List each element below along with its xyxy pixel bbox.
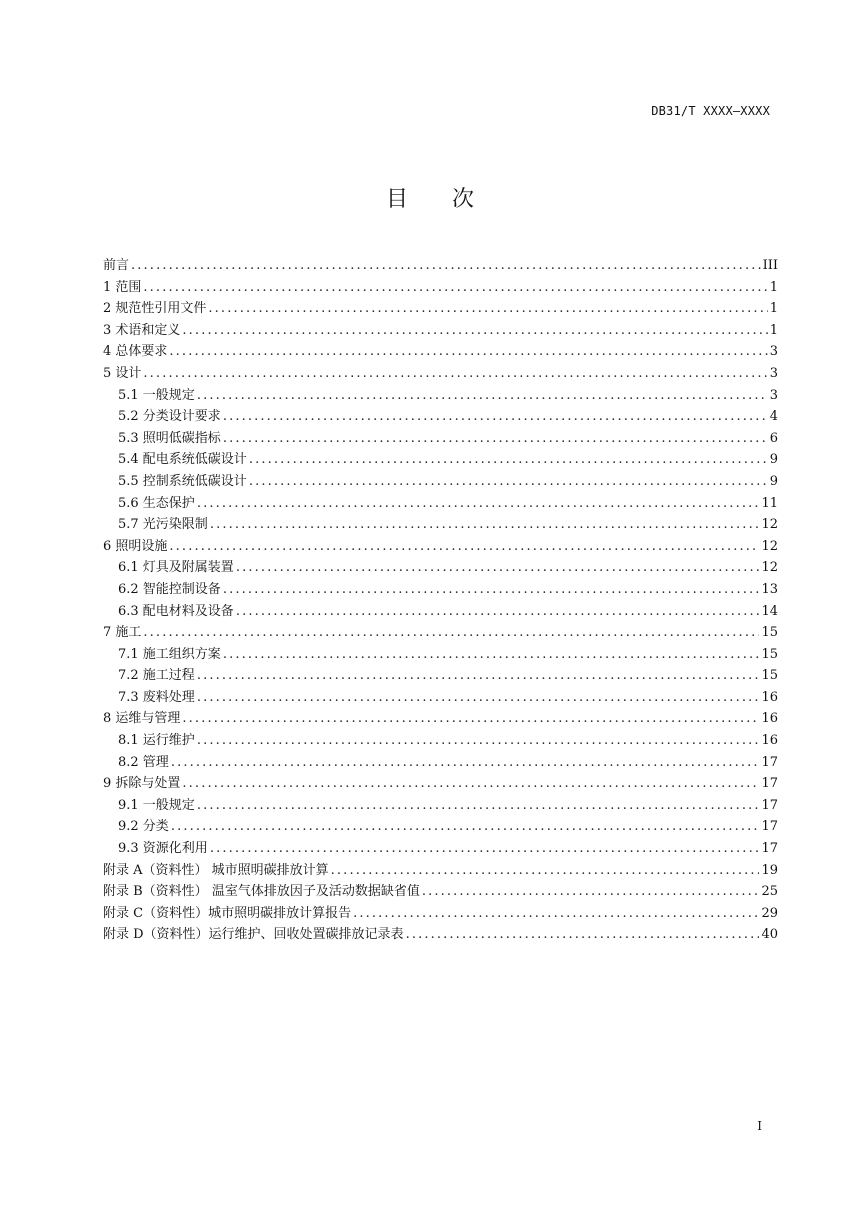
toc-leader-dots xyxy=(182,708,759,730)
toc-entry-label: 7.3 废料处理 xyxy=(118,689,195,705)
toc-leader-dots xyxy=(197,730,760,752)
toc-entry[interactable] xyxy=(103,644,778,666)
table-of-contents xyxy=(103,255,778,946)
toc-entry-label: 7.2 施工过程 xyxy=(118,668,195,684)
toc-entry-label: 3 术语和定义 xyxy=(103,322,181,338)
toc-entry[interactable] xyxy=(103,514,778,536)
toc-entry-label: 9 拆除与处置 xyxy=(103,776,181,792)
toc-entry-label: 5.6 生态保护 xyxy=(118,495,195,511)
toc-entry-label: 6.2 智能控制设备 xyxy=(118,581,221,597)
toc-leader-dots xyxy=(331,860,760,882)
toc-leader-dots xyxy=(406,924,760,946)
toc-entry-page: 17 xyxy=(761,797,778,813)
toc-entry[interactable] xyxy=(103,730,778,752)
toc-entry-label: 5.4 配电系统低碳设计 xyxy=(118,452,247,468)
document-code: DB31/T XXXX—XXXX xyxy=(651,104,770,118)
toc-entry-page: 9 xyxy=(769,473,778,489)
toc-entry[interactable] xyxy=(103,449,778,471)
toc-entry[interactable] xyxy=(103,687,778,709)
toc-entry-label: 5.3 照明低碳指标 xyxy=(118,430,221,446)
toc-leader-dots xyxy=(223,406,768,428)
toc-entry[interactable] xyxy=(103,471,778,493)
toc-entry-page: 3 xyxy=(769,387,778,403)
toc-entry-page: 4 xyxy=(769,409,778,425)
toc-entry[interactable] xyxy=(103,277,778,299)
toc-entry[interactable] xyxy=(103,816,778,838)
toc-entry[interactable] xyxy=(103,924,778,946)
toc-leader-dots xyxy=(236,601,760,623)
toc-entry-page: 16 xyxy=(761,711,778,727)
toc-entry-label: 7.1 施工组织方案 xyxy=(118,646,221,662)
toc-entry-label: 5.7 光污染限制 xyxy=(118,517,208,533)
toc-leader-dots xyxy=(210,514,760,536)
toc-entry[interactable] xyxy=(103,708,778,730)
toc-leader-dots xyxy=(197,493,760,515)
toc-entry[interactable] xyxy=(103,601,778,623)
toc-entry-label: 8.1 运行维护 xyxy=(118,733,195,749)
toc-entry-page: 1 xyxy=(769,301,778,317)
toc-entry[interactable] xyxy=(103,579,778,601)
toc-entry[interactable] xyxy=(103,406,778,428)
toc-entry-label: 2 规范性引用文件 xyxy=(103,301,207,317)
toc-leader-dots xyxy=(249,471,768,493)
toc-entry-page: 12 xyxy=(761,538,778,554)
toc-entry[interactable] xyxy=(103,255,778,277)
toc-entry[interactable] xyxy=(103,320,778,342)
toc-entry-page: 16 xyxy=(761,689,778,705)
toc-entry-page: 9 xyxy=(769,452,778,468)
toc-leader-dots xyxy=(422,881,760,903)
toc-entry-page: 15 xyxy=(761,625,778,641)
toc-leader-dots xyxy=(210,838,760,860)
toc-entry[interactable] xyxy=(103,363,778,385)
toc-entry-page: 3 xyxy=(769,344,778,360)
toc-entry-label: 附录 D（资料性）运行维护、回收处置碳排放记录表 xyxy=(103,927,404,943)
toc-entry[interactable] xyxy=(103,903,778,925)
toc-leader-dots xyxy=(223,644,760,666)
toc-entry-label: 9.3 资源化利用 xyxy=(118,841,208,857)
toc-entry-label: 5.1 一般规定 xyxy=(118,387,195,403)
toc-entry-page: 11 xyxy=(761,495,778,511)
toc-entry-label: 8 运维与管理 xyxy=(103,711,181,727)
toc-entry-label: 附录 C（资料性）城市照明碳排放计算报告 xyxy=(103,905,352,921)
toc-entry-page: 6 xyxy=(769,430,778,446)
toc-entry[interactable] xyxy=(103,860,778,882)
toc-entry[interactable] xyxy=(103,881,778,903)
toc-entry[interactable] xyxy=(103,665,778,687)
toc-entry[interactable] xyxy=(103,298,778,320)
toc-entry-page: 1 xyxy=(769,322,778,338)
toc-entry[interactable] xyxy=(103,385,778,407)
toc-leader-dots xyxy=(197,665,760,687)
toc-entry-label: 附录 A（资料性） 城市照明碳排放计算 xyxy=(103,862,329,878)
toc-entry[interactable] xyxy=(103,341,778,363)
toc-leader-dots xyxy=(236,557,760,579)
toc-leader-dots xyxy=(197,687,760,709)
toc-leader-dots xyxy=(353,903,759,925)
toc-entry-page: 17 xyxy=(761,841,778,857)
toc-entry-page: III xyxy=(762,258,778,273)
toc-leader-dots xyxy=(182,320,767,342)
toc-leader-dots xyxy=(143,622,759,644)
toc-entry-page: 13 xyxy=(761,581,778,597)
toc-entry-label: 9.2 分类 xyxy=(118,819,169,835)
toc-entry-page: 17 xyxy=(761,776,778,792)
toc-entry[interactable] xyxy=(103,493,778,515)
toc-entry-label: 附录 B（资料性） 温室气体排放因子及活动数据缺省值 xyxy=(103,884,420,900)
toc-leader-dots xyxy=(169,536,759,558)
toc-leader-dots xyxy=(171,752,760,774)
toc-entry[interactable] xyxy=(103,428,778,450)
toc-entry-page: 16 xyxy=(761,733,778,749)
toc-entry-label: 1 范围 xyxy=(103,279,142,295)
toc-leader-dots xyxy=(197,795,760,817)
toc-entry-page: 15 xyxy=(761,668,778,684)
toc-leader-dots xyxy=(208,298,767,320)
toc-entry-page: 29 xyxy=(761,905,778,921)
toc-entry[interactable] xyxy=(103,773,778,795)
toc-leader-dots xyxy=(182,773,759,795)
toc-entry-page: 15 xyxy=(761,646,778,662)
page-number: I xyxy=(757,1119,762,1133)
toc-entry[interactable] xyxy=(103,795,778,817)
toc-entry-label: 5.5 控制系统低碳设计 xyxy=(118,473,247,489)
toc-entry-page: 3 xyxy=(769,365,778,381)
toc-entry-label: 8.2 管理 xyxy=(118,754,169,770)
toc-entry[interactable] xyxy=(103,838,778,860)
toc-entry[interactable] xyxy=(103,557,778,579)
toc-leader-dots xyxy=(171,816,760,838)
toc-leader-dots xyxy=(197,385,768,407)
toc-entry-page: 12 xyxy=(761,517,778,533)
toc-leader-dots xyxy=(143,363,767,385)
toc-entry-page: 25 xyxy=(761,884,778,900)
toc-entry-label: 5.2 分类设计要求 xyxy=(118,409,221,425)
toc-leader-dots xyxy=(223,428,768,450)
toc-entry[interactable] xyxy=(103,752,778,774)
toc-leader-dots xyxy=(249,449,768,471)
toc-entry-page: 17 xyxy=(761,754,778,770)
toc-leader-dots xyxy=(223,579,760,601)
toc-entry-page: 12 xyxy=(761,560,778,576)
toc-entry-page: 40 xyxy=(761,927,778,943)
toc-leader-dots xyxy=(131,255,761,277)
toc-entry-label: 9.1 一般规定 xyxy=(118,797,195,813)
toc-entry-page: 14 xyxy=(761,603,778,619)
toc-entry-label: 6 照明设施 xyxy=(103,538,168,554)
toc-entry-page: 19 xyxy=(761,862,778,878)
toc-entry-label: 前言 xyxy=(103,258,130,273)
toc-entry-page: 17 xyxy=(761,819,778,835)
toc-entry-page: 1 xyxy=(769,279,778,295)
toc-entry[interactable] xyxy=(103,622,778,644)
toc-entry-label: 6.1 灯具及附属装置 xyxy=(118,560,234,576)
toc-entry-label: 7 施工 xyxy=(103,625,142,641)
toc-entry-label: 4 总体要求 xyxy=(103,344,168,360)
toc-entry-label: 5 设计 xyxy=(103,365,142,381)
toc-leader-dots xyxy=(169,341,767,363)
toc-leader-dots xyxy=(143,277,767,299)
page-title: 目 次 xyxy=(385,187,474,212)
toc-entry-label: 6.3 配电材料及设备 xyxy=(118,603,234,619)
toc-entry[interactable] xyxy=(103,536,778,558)
